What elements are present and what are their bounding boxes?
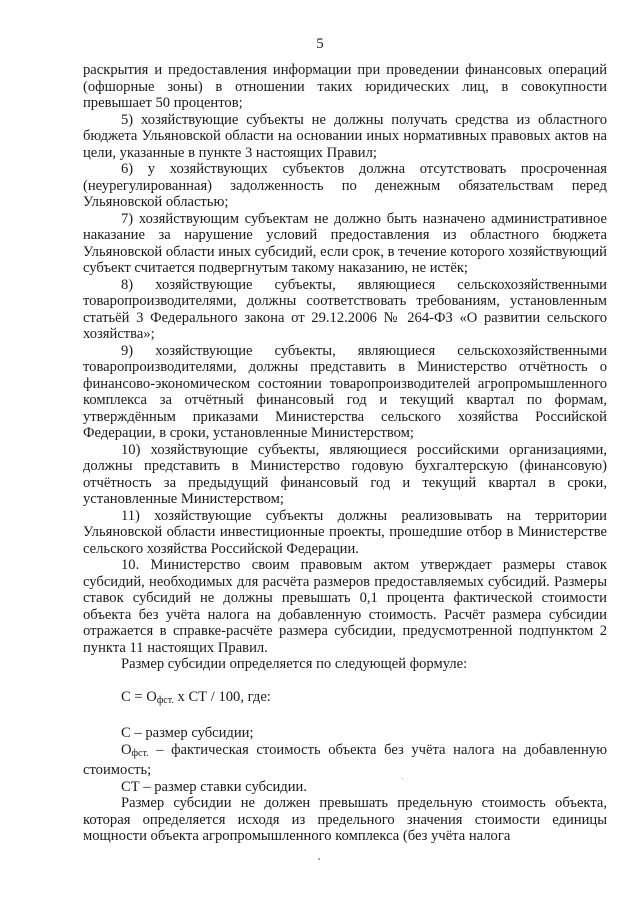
subsidy-formula [83, 689, 607, 710]
paragraph-continuation: раскрытия и предоставления информации при проведении финансовых операций (офшорные зоны) в отношении таких юридических лиц, в совокупности превышает 50 процентов; [83, 62, 607, 111]
paragraph-item-7: 7) хозяйствующим субъектам не должно быть назначено административное наказание за нарушение условий предоставления из областного бюджета Ульяновской области иных субсидий, если срок, в течение которого хозяйствующий субъект считается подвергнутым такому наказанию, не истёк; [83, 210, 607, 276]
definition-o-symbol: О [121, 741, 132, 758]
formula-rhs: х СТ / 100, где: [173, 688, 271, 705]
definition-o-subscript: фст. [131, 747, 149, 759]
scan-speck [318, 858, 320, 860]
paragraph-closing: Размер субсидии не должен превышать предельную стоимость объекта, которая определяется исходя из предельного значения стоимости единицы мощности объекта агропромышленного комплекса (без учёта налога [83, 795, 607, 844]
page-number: 5 [316, 36, 324, 52]
definition-o-text: – фактическая стоимость объекта без учёта налога на добавленную стоимость; [83, 741, 607, 778]
definition-ct: СТ – размер ставки субсидии. [121, 778, 307, 795]
paragraph-item-5: 5) хозяйствующие субъекты не должны получать средства из областного бюджета Ульяновской области на основании иных нормативных правовых актов на цели, указанные в пункте 3 настоящих Правил; [83, 111, 607, 161]
paragraph-item-9: 9) хозяйствующие субъекты, являющиеся сельскохозяйственными товаропроизводителями, должны представить в Министерство отчётность о финансово-экономическом состоянии товаропроизводителей агропромышленного комплекса за отчётный финансовый год и текущий квартал по формам, утверждённым приказами Министерства сельского хозяйства Российской Федерации, в сроки, установленные Министерством; [83, 342, 607, 441]
paragraph-formula-intro: Размер субсидии определяется по следующей формуле: [121, 656, 468, 672]
formula-lhs: С = О [121, 688, 157, 705]
paragraph-item-10: 10) хозяйствующие субъекты, являющиеся российскими организациями, должны представить в Министерство годовую бухгалтерскую (финансовую) отчётность за предыдущий финансовый год и текущий квартал в сроки, установленные Министерством; [83, 441, 607, 507]
paragraph-item-8: 8) хозяйствующие субъекты, являющиеся сельскохозяйственными товаропроизводителями, должны соответствовать требованиям, установленным статьёй 3 Федерального закона от 29.12.2006 № 264-ФЗ «О развитии сельского хозяйства»; [83, 276, 607, 342]
paragraph-item-6: 6) у хозяйствующих субъектов должна отсутствовать просроченная (неурегулированная) задолженность по денежным обязательствам перед Ульяновской областью; [83, 161, 607, 210]
definition-o [83, 742, 607, 779]
scan-speck [402, 778, 403, 779]
paragraph-point-10: 10. Министерство своим правовым актом утверждает размеры ставок субсидий, необходимых для расчёта размеров предоставляемых субсидий. Размеры ставок субсидий не должны превышать 0,1 процента фактической стоимости объекта без учёта налога на добавленную стоимость. Расчёт размера субсидии отражается в справке-расчёте размера субсидии, предусмотренной подпунктом 2 пункта 11 настоящих Правил. [83, 557, 607, 656]
document-body [83, 62, 607, 845]
paragraph-item-11: 11) хозяйствующие субъекты должны реализовывать на территории Ульяновской области инвестиционные проекты, прошедшие отбор в Министерстве сельского хозяйства Российской Федерации. [83, 507, 607, 557]
formula-subscript: фст. [156, 694, 174, 706]
definition-c: С – размер субсидии; [121, 725, 254, 741]
